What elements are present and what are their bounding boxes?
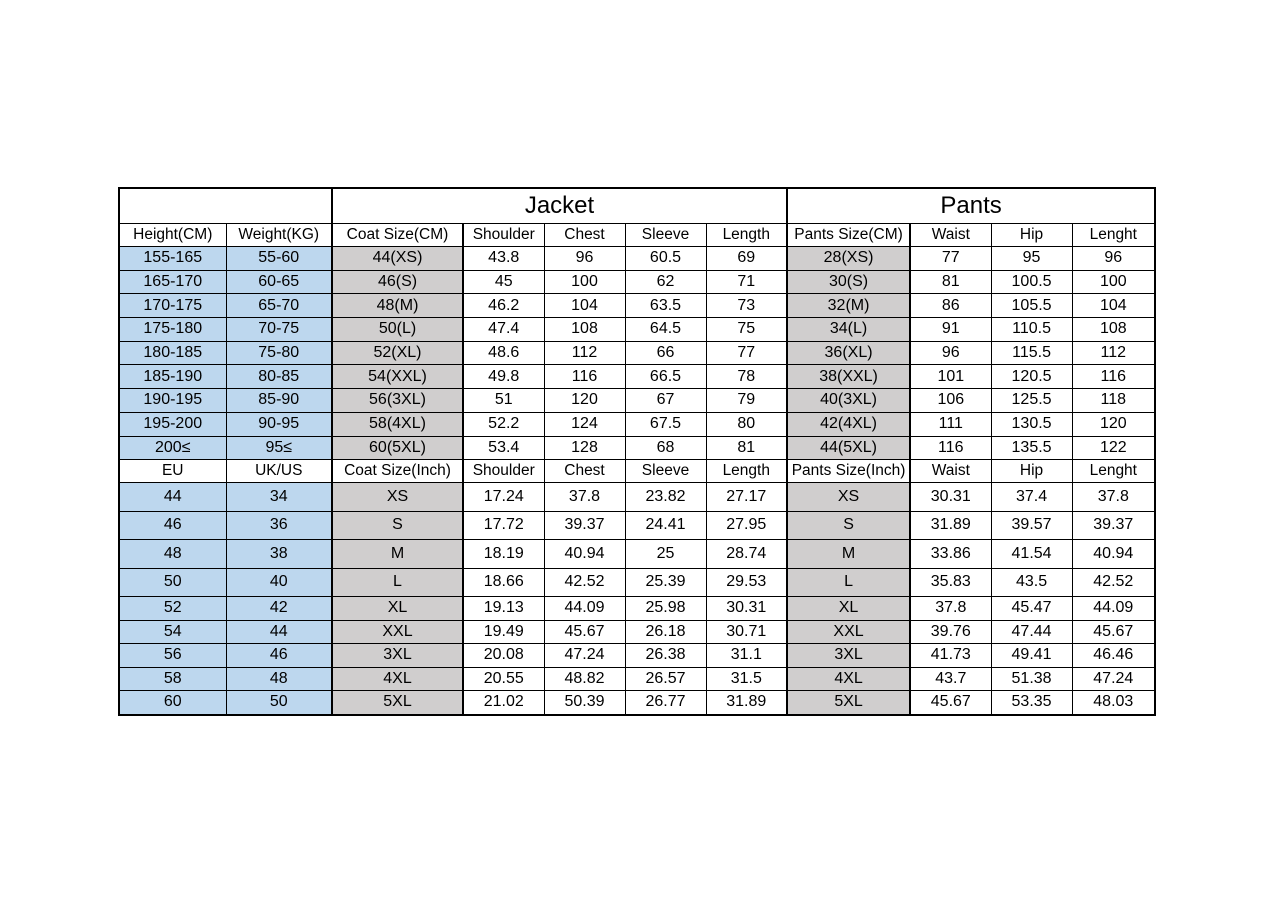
cell-waist: 31.89 (910, 511, 991, 540)
cell-pants-size: XS (787, 483, 910, 512)
cell-pants-length: 39.37 (1072, 511, 1155, 540)
cell-height: 58 (119, 667, 226, 691)
cell-shoulder: 17.72 (463, 511, 544, 540)
pants-title: Pants (787, 188, 1155, 224)
inch-header-row (119, 460, 1155, 483)
cell-pants-length: 100 (1072, 270, 1155, 294)
cell-waist: 39.76 (910, 620, 991, 644)
cell-length: 80 (706, 412, 787, 436)
cell-chest: 37.8 (544, 483, 625, 512)
cell-chest: 100 (544, 270, 625, 294)
size-chart-table (118, 187, 1156, 716)
cell-sleeve: 26.77 (625, 691, 706, 715)
inch-table-row (119, 483, 1155, 512)
cell-shoulder: 49.8 (463, 365, 544, 389)
cell-length: 29.53 (706, 568, 787, 597)
inch-table-row (119, 540, 1155, 569)
cell-sleeve: 26.57 (625, 667, 706, 691)
cell-coat-size: 4XL (332, 667, 463, 691)
cell-pants-size: 32(M) (787, 294, 910, 318)
cell-pants-length: 104 (1072, 294, 1155, 318)
header-pants-size: Pants Size(Inch) (787, 460, 910, 483)
cell-pants-length: 48.03 (1072, 691, 1155, 715)
cell-pants-length: 112 (1072, 341, 1155, 365)
header-length: Length (706, 224, 787, 247)
cell-pants-length: 45.67 (1072, 620, 1155, 644)
cm-table-row (119, 341, 1155, 365)
cell-sleeve: 66.5 (625, 365, 706, 389)
cell-waist: 106 (910, 389, 991, 413)
cell-pants-size: 44(5XL) (787, 436, 910, 460)
cell-weight: 42 (226, 597, 332, 621)
cell-weight: 65-70 (226, 294, 332, 318)
cell-pants-size: L (787, 568, 910, 597)
cell-length: 31.1 (706, 644, 787, 668)
cell-chest: 39.37 (544, 511, 625, 540)
cell-hip: 130.5 (991, 412, 1072, 436)
cell-coat-size: 58(4XL) (332, 412, 463, 436)
cell-pants-length: 37.8 (1072, 483, 1155, 512)
cell-height: 195-200 (119, 412, 226, 436)
cell-length: 27.17 (706, 483, 787, 512)
cell-pants-size: 34(L) (787, 318, 910, 342)
cell-chest: 42.52 (544, 568, 625, 597)
cell-pants-length: 122 (1072, 436, 1155, 460)
cell-shoulder: 19.49 (463, 620, 544, 644)
cell-height: 175-180 (119, 318, 226, 342)
cell-hip: 53.35 (991, 691, 1072, 715)
cell-coat-size: 46(S) (332, 270, 463, 294)
cell-weight: 80-85 (226, 365, 332, 389)
cell-coat-size: XS (332, 483, 463, 512)
cell-pants-length: 46.46 (1072, 644, 1155, 668)
cm-header-row (119, 224, 1155, 247)
cell-length: 79 (706, 389, 787, 413)
inch-table-row (119, 620, 1155, 644)
cell-coat-size: 60(5XL) (332, 436, 463, 460)
cell-weight: 60-65 (226, 270, 332, 294)
cell-shoulder: 20.08 (463, 644, 544, 668)
cell-waist: 43.7 (910, 667, 991, 691)
cell-height: 185-190 (119, 365, 226, 389)
cell-sleeve: 26.18 (625, 620, 706, 644)
cell-length: 31.89 (706, 691, 787, 715)
header-sleeve: Sleeve (625, 224, 706, 247)
cell-waist: 86 (910, 294, 991, 318)
cell-chest: 108 (544, 318, 625, 342)
cell-chest: 50.39 (544, 691, 625, 715)
cm-table-row (119, 436, 1155, 460)
cell-waist: 77 (910, 247, 991, 271)
header-hip: Hip (991, 460, 1072, 483)
header-hip: Hip (991, 224, 1072, 247)
cell-hip: 41.54 (991, 540, 1072, 569)
cell-waist: 45.67 (910, 691, 991, 715)
cell-weight: 38 (226, 540, 332, 569)
cell-pants-size: XXL (787, 620, 910, 644)
cell-length: 77 (706, 341, 787, 365)
cell-shoulder: 51 (463, 389, 544, 413)
cell-pants-size: 36(XL) (787, 341, 910, 365)
cell-height: 56 (119, 644, 226, 668)
cm-table-row (119, 247, 1155, 271)
cell-length: 81 (706, 436, 787, 460)
cell-shoulder: 46.2 (463, 294, 544, 318)
header-pants-size: Pants Size(CM) (787, 224, 910, 247)
cm-table-row (119, 270, 1155, 294)
header-chest: Chest (544, 460, 625, 483)
cell-hip: 110.5 (991, 318, 1072, 342)
cell-pants-size: 5XL (787, 691, 910, 715)
cell-height: 60 (119, 691, 226, 715)
cell-sleeve: 60.5 (625, 247, 706, 271)
cell-pants-length: 42.52 (1072, 568, 1155, 597)
cell-chest: 44.09 (544, 597, 625, 621)
cell-hip: 135.5 (991, 436, 1072, 460)
cell-shoulder: 17.24 (463, 483, 544, 512)
cell-height: 200≤ (119, 436, 226, 460)
cell-chest: 112 (544, 341, 625, 365)
cell-pants-size: 28(XS) (787, 247, 910, 271)
header-waist: Waist (910, 224, 991, 247)
cell-sleeve: 25.98 (625, 597, 706, 621)
cell-chest: 128 (544, 436, 625, 460)
cm-table-row (119, 294, 1155, 318)
header-chest: Chest (544, 224, 625, 247)
header-weight: UK/US (226, 460, 332, 483)
cell-pants-size: XL (787, 597, 910, 621)
cell-weight: 75-80 (226, 341, 332, 365)
jacket-title: Jacket (332, 188, 787, 224)
cell-weight: 34 (226, 483, 332, 512)
cell-pants-size: 30(S) (787, 270, 910, 294)
cell-sleeve: 63.5 (625, 294, 706, 318)
cell-hip: 105.5 (991, 294, 1072, 318)
cell-shoulder: 52.2 (463, 412, 544, 436)
cell-height: 190-195 (119, 389, 226, 413)
cell-hip: 49.41 (991, 644, 1072, 668)
cell-pants-length: 108 (1072, 318, 1155, 342)
cell-height: 170-175 (119, 294, 226, 318)
header-sleeve: Sleeve (625, 460, 706, 483)
cell-pants-length: 96 (1072, 247, 1155, 271)
cell-waist: 81 (910, 270, 991, 294)
cell-coat-size: 3XL (332, 644, 463, 668)
cell-coat-size: 56(3XL) (332, 389, 463, 413)
cell-waist: 37.8 (910, 597, 991, 621)
header-waist: Waist (910, 460, 991, 483)
cell-coat-size: XXL (332, 620, 463, 644)
cell-length: 30.31 (706, 597, 787, 621)
cell-pants-length: 116 (1072, 365, 1155, 389)
cell-weight: 90-95 (226, 412, 332, 436)
cell-chest: 96 (544, 247, 625, 271)
cell-height: 155-165 (119, 247, 226, 271)
cell-shoulder: 47.4 (463, 318, 544, 342)
cell-shoulder: 19.13 (463, 597, 544, 621)
cell-waist: 30.31 (910, 483, 991, 512)
cell-coat-size: 5XL (332, 691, 463, 715)
cell-shoulder: 18.66 (463, 568, 544, 597)
cell-length: 31.5 (706, 667, 787, 691)
cell-sleeve: 62 (625, 270, 706, 294)
cell-height: 44 (119, 483, 226, 512)
header-height: Height(CM) (119, 224, 226, 247)
cm-table-row (119, 365, 1155, 389)
cell-weight: 95≤ (226, 436, 332, 460)
inch-table-row (119, 597, 1155, 621)
cell-sleeve: 23.82 (625, 483, 706, 512)
cell-length: 69 (706, 247, 787, 271)
cell-hip: 115.5 (991, 341, 1072, 365)
cell-hip: 100.5 (991, 270, 1072, 294)
cell-pants-length: 44.09 (1072, 597, 1155, 621)
cell-weight: 70-75 (226, 318, 332, 342)
header-coat-size: Coat Size(CM) (332, 224, 463, 247)
cell-hip: 51.38 (991, 667, 1072, 691)
cell-waist: 91 (910, 318, 991, 342)
cell-hip: 47.44 (991, 620, 1072, 644)
blank-title-cell (119, 188, 332, 224)
cell-weight: 85-90 (226, 389, 332, 413)
cell-length: 73 (706, 294, 787, 318)
header-pants-length: Lenght (1072, 460, 1155, 483)
cell-shoulder: 18.19 (463, 540, 544, 569)
cell-waist: 96 (910, 341, 991, 365)
cell-height: 52 (119, 597, 226, 621)
cell-coat-size: XL (332, 597, 463, 621)
inch-table-row (119, 667, 1155, 691)
header-coat-size: Coat Size(Inch) (332, 460, 463, 483)
cell-hip: 120.5 (991, 365, 1072, 389)
cell-waist: 101 (910, 365, 991, 389)
cell-chest: 45.67 (544, 620, 625, 644)
cell-sleeve: 68 (625, 436, 706, 460)
cell-sleeve: 25.39 (625, 568, 706, 597)
header-shoulder: Shoulder (463, 460, 544, 483)
cell-coat-size: L (332, 568, 463, 597)
cell-weight: 36 (226, 511, 332, 540)
cell-hip: 37.4 (991, 483, 1072, 512)
cell-length: 27.95 (706, 511, 787, 540)
cell-shoulder: 21.02 (463, 691, 544, 715)
cell-coat-size: 54(XXL) (332, 365, 463, 389)
cell-pants-length: 47.24 (1072, 667, 1155, 691)
inch-table-row (119, 568, 1155, 597)
cell-coat-size: 44(XS) (332, 247, 463, 271)
cell-height: 180-185 (119, 341, 226, 365)
cell-pants-size: 40(3XL) (787, 389, 910, 413)
cell-hip: 95 (991, 247, 1072, 271)
cell-pants-size: M (787, 540, 910, 569)
cell-height: 46 (119, 511, 226, 540)
cell-length: 71 (706, 270, 787, 294)
header-weight: Weight(KG) (226, 224, 332, 247)
cell-height: 50 (119, 568, 226, 597)
cm-table-row (119, 389, 1155, 413)
cell-chest: 47.24 (544, 644, 625, 668)
cell-hip: 39.57 (991, 511, 1072, 540)
cell-weight: 48 (226, 667, 332, 691)
cell-pants-size: 4XL (787, 667, 910, 691)
cell-pants-length: 40.94 (1072, 540, 1155, 569)
cell-shoulder: 53.4 (463, 436, 544, 460)
cell-weight: 40 (226, 568, 332, 597)
header-shoulder: Shoulder (463, 224, 544, 247)
cell-waist: 116 (910, 436, 991, 460)
cell-waist: 35.83 (910, 568, 991, 597)
cell-pants-size: 42(4XL) (787, 412, 910, 436)
cell-shoulder: 48.6 (463, 341, 544, 365)
cell-height: 165-170 (119, 270, 226, 294)
cell-pants-size: 3XL (787, 644, 910, 668)
header-height: EU (119, 460, 226, 483)
header-length: Length (706, 460, 787, 483)
cell-height: 54 (119, 620, 226, 644)
cell-height: 48 (119, 540, 226, 569)
cell-chest: 116 (544, 365, 625, 389)
cell-chest: 120 (544, 389, 625, 413)
cell-chest: 40.94 (544, 540, 625, 569)
inch-table-row (119, 691, 1155, 715)
cell-chest: 124 (544, 412, 625, 436)
cell-sleeve: 64.5 (625, 318, 706, 342)
cell-sleeve: 25 (625, 540, 706, 569)
cell-length: 30.71 (706, 620, 787, 644)
cell-coat-size: S (332, 511, 463, 540)
cell-chest: 48.82 (544, 667, 625, 691)
cell-length: 28.74 (706, 540, 787, 569)
cell-hip: 43.5 (991, 568, 1072, 597)
cell-weight: 55-60 (226, 247, 332, 271)
cell-shoulder: 43.8 (463, 247, 544, 271)
cell-pants-size: S (787, 511, 910, 540)
group-title-row (119, 188, 1155, 224)
cell-coat-size: 48(M) (332, 294, 463, 318)
inch-table-row (119, 644, 1155, 668)
cell-coat-size: M (332, 540, 463, 569)
cell-waist: 111 (910, 412, 991, 436)
cell-sleeve: 67 (625, 389, 706, 413)
cell-pants-length: 120 (1072, 412, 1155, 436)
cm-table-row (119, 412, 1155, 436)
cell-weight: 50 (226, 691, 332, 715)
cell-waist: 33.86 (910, 540, 991, 569)
cell-weight: 46 (226, 644, 332, 668)
cell-hip: 125.5 (991, 389, 1072, 413)
cell-sleeve: 66 (625, 341, 706, 365)
cell-pants-size: 38(XXL) (787, 365, 910, 389)
cm-table-row (119, 318, 1155, 342)
cell-sleeve: 24.41 (625, 511, 706, 540)
cell-sleeve: 26.38 (625, 644, 706, 668)
cell-waist: 41.73 (910, 644, 991, 668)
cell-sleeve: 67.5 (625, 412, 706, 436)
cell-weight: 44 (226, 620, 332, 644)
cell-shoulder: 45 (463, 270, 544, 294)
cell-shoulder: 20.55 (463, 667, 544, 691)
header-pants-length: Lenght (1072, 224, 1155, 247)
cell-length: 75 (706, 318, 787, 342)
cell-coat-size: 52(XL) (332, 341, 463, 365)
cell-length: 78 (706, 365, 787, 389)
cell-pants-length: 118 (1072, 389, 1155, 413)
cell-chest: 104 (544, 294, 625, 318)
cell-coat-size: 50(L) (332, 318, 463, 342)
inch-table-row (119, 511, 1155, 540)
cell-hip: 45.47 (991, 597, 1072, 621)
